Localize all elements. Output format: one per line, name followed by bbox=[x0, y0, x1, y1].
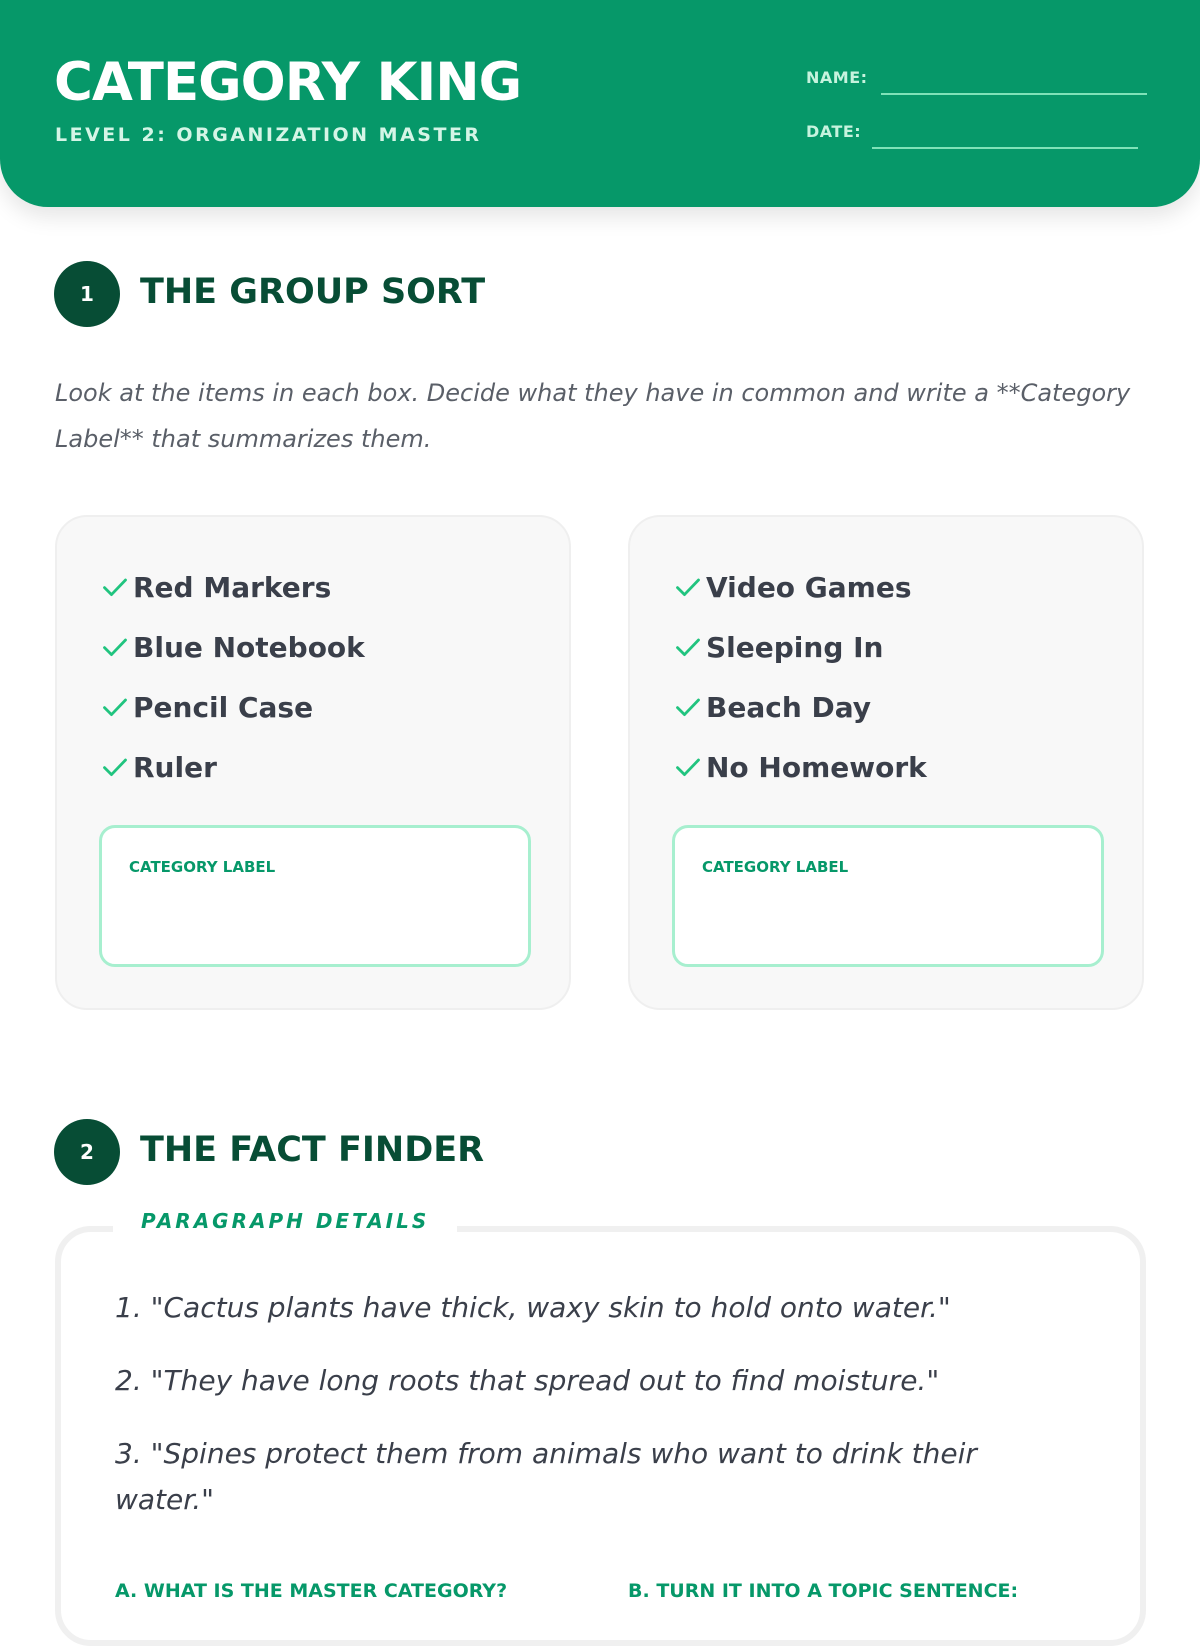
list-item: 2. "They have long roots that spread out to find moisture." bbox=[115, 1364, 940, 1397]
list-item bbox=[101, 557, 365, 617]
worksheet-subtitle: LEVEL 2: ORGANIZATION MASTER bbox=[55, 124, 482, 146]
list-item bbox=[674, 557, 927, 617]
item-text: Beach Day bbox=[706, 690, 872, 724]
group-items-2 bbox=[674, 557, 927, 797]
item-text: Pencil Case bbox=[133, 690, 314, 724]
paragraph-details-label: PARAGRAPH DETAILS bbox=[113, 1206, 457, 1236]
list-item bbox=[674, 737, 927, 797]
list-item bbox=[674, 677, 927, 737]
item-text: Ruler bbox=[133, 750, 217, 784]
check-icon bbox=[101, 573, 129, 601]
list-item bbox=[101, 737, 365, 797]
item-text: Video Games bbox=[706, 570, 912, 604]
list-item bbox=[674, 617, 927, 677]
check-icon bbox=[674, 573, 702, 601]
check-icon bbox=[101, 633, 129, 661]
section-1-number: 1 bbox=[54, 261, 120, 327]
section-2-number: 2 bbox=[54, 1119, 120, 1185]
list-item: 3. "Spines protect them from animals who want to drink their water." bbox=[115, 1437, 977, 1516]
category-label-input-1[interactable] bbox=[99, 825, 531, 967]
date-field-line[interactable] bbox=[872, 147, 1138, 149]
category-label-title: CATEGORY LABEL bbox=[702, 858, 849, 876]
category-label-input-2[interactable] bbox=[672, 825, 1104, 967]
worksheet-header bbox=[0, 0, 1200, 207]
question-b-label: B. TURN IT INTO A TOPIC SENTENCE: bbox=[628, 1580, 1019, 1602]
worksheet-title: CATEGORY KING bbox=[54, 52, 522, 113]
group-items-1 bbox=[101, 557, 365, 797]
group-card-2 bbox=[628, 515, 1144, 1010]
group-card-1 bbox=[55, 515, 571, 1010]
question-a-label: A. WHAT IS THE MASTER CATEGORY? bbox=[115, 1580, 508, 1602]
list-item: 1. "Cactus plants have thick, waxy skin to hold onto water." bbox=[115, 1291, 951, 1324]
name-field-line[interactable] bbox=[881, 93, 1147, 95]
check-icon bbox=[674, 753, 702, 781]
section-2-title: THE FACT FINDER bbox=[140, 1130, 485, 1170]
item-text: Red Markers bbox=[133, 570, 332, 604]
name-label: NAME: bbox=[806, 68, 868, 87]
list-item bbox=[101, 677, 365, 737]
check-icon bbox=[101, 753, 129, 781]
check-icon bbox=[101, 693, 129, 721]
date-label: DATE: bbox=[806, 122, 862, 141]
check-icon bbox=[674, 693, 702, 721]
section-1-title: THE GROUP SORT bbox=[140, 272, 486, 312]
item-text: Blue Notebook bbox=[133, 630, 365, 664]
check-icon bbox=[674, 633, 702, 661]
section-1-instructions: Look at the items in each box. Decide what they have in common and write a **Category Label** that summarizes them. bbox=[55, 379, 1131, 453]
fact-list bbox=[115, 1285, 1075, 1550]
item-text: No Homework bbox=[706, 750, 927, 784]
list-item bbox=[101, 617, 365, 677]
category-label-title: CATEGORY LABEL bbox=[129, 858, 276, 876]
item-text: Sleeping In bbox=[706, 630, 884, 664]
